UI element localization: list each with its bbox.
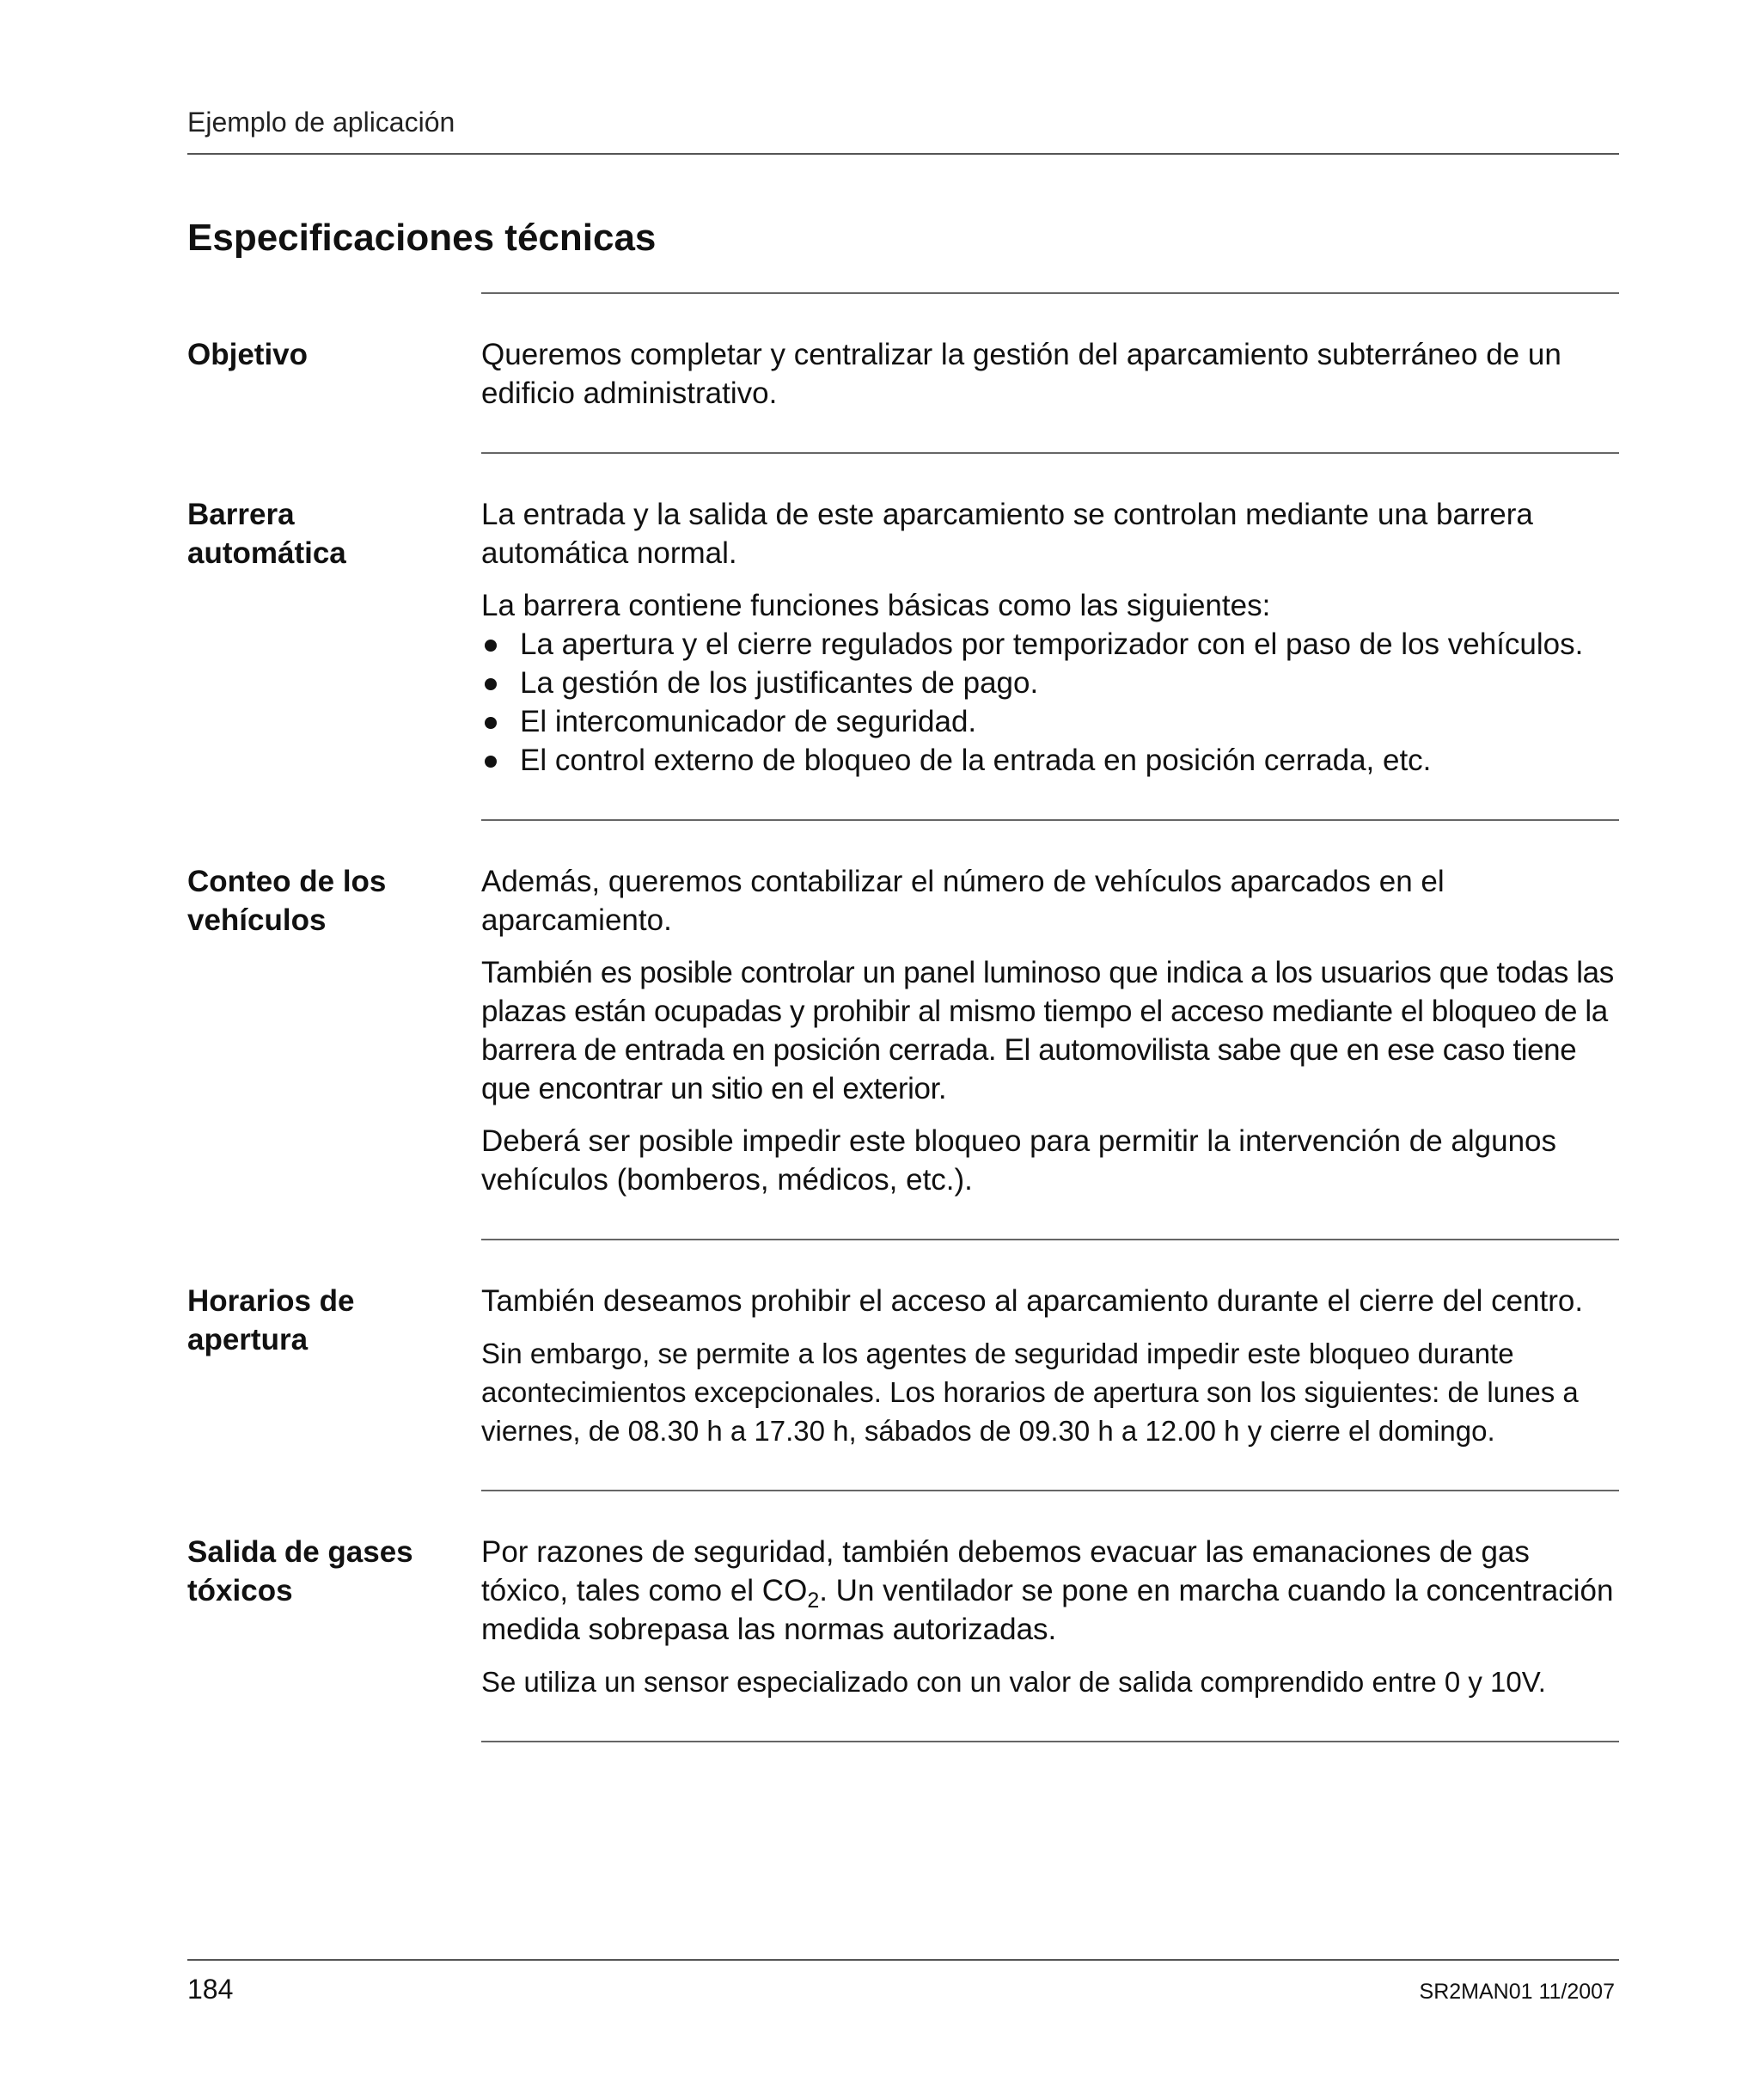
- spec-row-conteo: [187, 821, 1619, 1239]
- document-code: SR2MAN01 11/2007: [1419, 1980, 1615, 2004]
- row-content: [481, 1533, 1619, 1701]
- row-label: Barrera automática: [187, 498, 346, 570]
- row-content: [481, 335, 1619, 413]
- list-item-text: El intercomunicador de seguridad.: [520, 705, 977, 738]
- text-run: . Un ventilador se pone en marcha cuando la concentración medida sobrepasa las normas autorizadas.: [481, 1574, 1614, 1646]
- list-item: [481, 702, 1619, 741]
- list-item: [481, 664, 1619, 702]
- spec-row-horarios: [187, 1240, 1619, 1490]
- paragraph: También deseamos prohibir el acceso al aparcamiento durante el cierre del centro.: [481, 1284, 1584, 1318]
- list-item-text: El control externo de bloqueo de la entrada en posición cerrada, etc.: [520, 744, 1432, 777]
- row-label: Objetivo: [187, 338, 309, 371]
- list-item: [481, 741, 1619, 780]
- specifications-table: [187, 292, 1619, 1742]
- paragraph: [481, 1533, 1619, 1649]
- list-item: [481, 625, 1619, 664]
- list-item-text: La apertura y el cierre regulados por temporizador con el paso de los vehículos.: [520, 628, 1584, 661]
- bullet-icon: [485, 717, 497, 729]
- spec-row-barrera: [187, 454, 1619, 819]
- row-label: Horarios de apertura: [187, 1284, 355, 1356]
- text-run: Por razones de seguridad, también debemos evacuar las emanaciones de gas tóxico, tales como el CO: [481, 1535, 1530, 1607]
- row-label: Conteo de los vehículos: [187, 865, 387, 937]
- paragraph: También es posible controlar un panel luminoso que indica a los usuarios que todas las plazas están ocupadas y prohibir al mismo tiempo el acceso mediante el bloqueo de la barrera de entrada en posición cerrada. El automovilista sabe que en ese caso tiene que encontrar un sitio en el exterior.: [481, 956, 1614, 1105]
- header-divider: [187, 153, 1619, 155]
- paragraph: Queremos completar y centralizar la gestión del aparcamiento subterráneo de un edificio administrativo.: [481, 338, 1561, 410]
- paragraph: La barrera contiene funciones básicas como las siguientes:: [481, 589, 1271, 622]
- bullet-icon: [485, 640, 497, 652]
- running-header-title: Ejemplo de aplicación: [187, 107, 455, 138]
- spec-row-objetivo: [187, 294, 1619, 452]
- subscript: 2: [807, 1589, 820, 1613]
- row-label: Salida de gases tóxicos: [187, 1535, 413, 1607]
- row-divider: [481, 1741, 1619, 1742]
- row-content: [481, 1282, 1619, 1450]
- spec-row-gases: [187, 1491, 1619, 1741]
- list-item-text: La gestión de los justificantes de pago.: [520, 666, 1039, 700]
- footer-divider: [187, 1959, 1619, 1961]
- bullet-icon: [485, 756, 497, 768]
- paragraph: Deberá ser posible impedir este bloqueo para permitir la intervención de algunos vehículos (bomberos, médicos, etc.).: [481, 1124, 1556, 1197]
- bullet-icon: [485, 678, 497, 690]
- row-content: [481, 495, 1619, 780]
- paragraph: Se utiliza un sensor especializado con un valor de salida comprendido entre 0 y 10V.: [481, 1666, 1546, 1698]
- row-content: [481, 862, 1619, 1199]
- paragraph: La entrada y la salida de este aparcamiento se controlan mediante una barrera automática normal.: [481, 498, 1533, 570]
- function-list: [481, 625, 1619, 780]
- paragraph: Sin embargo, se permite a los agentes de seguridad impedir este bloqueo durante acontecimientos excepcionales. Los horarios de apertura son los siguientes: de lunes a viernes, de 08.30 h a 17.30 h, sábados de 09.30 h a 12.00 h y cierre el domingo.: [481, 1338, 1579, 1447]
- paragraph: Además, queremos contabilizar el número de vehículos aparcados en el aparcamiento.: [481, 865, 1445, 937]
- page-number: 184: [187, 1974, 234, 2005]
- page-title: Especificaciones técnicas: [187, 217, 657, 259]
